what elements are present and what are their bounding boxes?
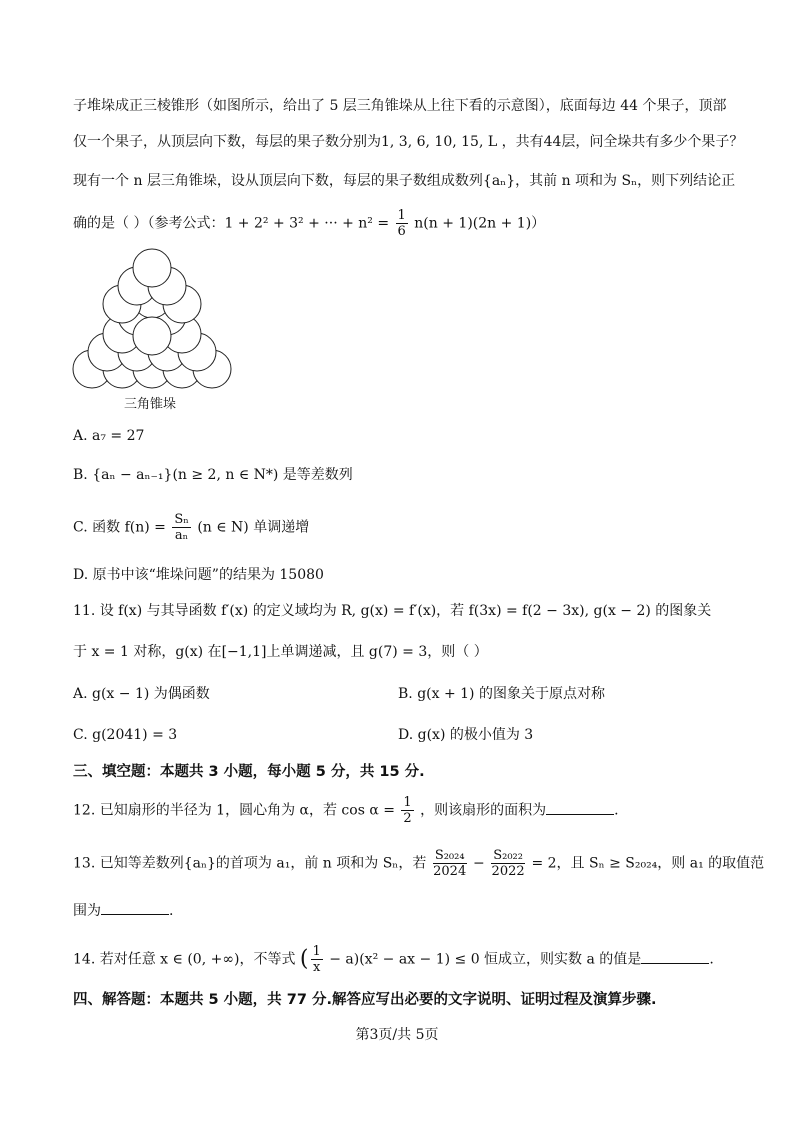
q12-post: ，则该扇形的面积为 xyxy=(420,802,547,819)
q10-option-d: D. 原书中该“堆垛问题”的结果为 15080 xyxy=(73,567,324,583)
q11-option-b: B. g(x + 1) 的图象关于原点对称 xyxy=(398,686,605,702)
q13-end: . xyxy=(169,903,174,919)
q13-line-2 xyxy=(73,900,173,921)
q13-fraction-1 xyxy=(433,848,467,879)
triangular-pile-figure xyxy=(72,244,232,394)
q14-end: . xyxy=(709,951,714,968)
q12-pre: 12. 已知扇形的半径为 1，圆心角为 α，若 cos α = xyxy=(73,802,395,819)
q13-minus: − xyxy=(473,855,485,872)
q12-end: . xyxy=(614,802,619,819)
q10-option-c-denominator: aₙ xyxy=(174,528,189,543)
section-3-title: 三、填空题：本题共 3 小题，每小题 5 分，共 15 分. xyxy=(73,764,425,780)
q14-left-paren: ( xyxy=(299,946,309,972)
q10-option-c-fraction xyxy=(172,512,191,543)
q10-option-b: B. {aₙ − aₙ₋₁}(n ≥ 2, n ∈ N*) 是等差数列 xyxy=(73,467,353,483)
intro-fraction-numerator: 1 xyxy=(397,208,406,223)
q14-numerator: 1 xyxy=(312,944,321,959)
q13-line-2-text: 围为 xyxy=(73,903,101,919)
q13-answer-blank[interactable] xyxy=(101,900,169,915)
q14-denominator: x xyxy=(312,960,321,975)
q10-option-c-numerator: Sₙ xyxy=(174,512,189,527)
q12-denominator: 2 xyxy=(403,811,412,826)
q14-post: − a)(x² − ax − 1) ≤ 0 恒成立，则实数 a 的值是 xyxy=(329,951,642,968)
q14-fraction xyxy=(311,944,323,975)
intro-formula-post: n(n + 1)(2n + 1)） xyxy=(414,215,546,232)
q13-post: = 2，且 Sₙ ≥ S₂₀₂₄，则 a₁ 的取值范 xyxy=(531,855,765,872)
q12-numerator: 1 xyxy=(403,795,412,810)
q12-answer-blank[interactable] xyxy=(546,800,614,815)
figure-caption: 三角锥垛 xyxy=(124,397,177,412)
q13-pre: 13. 已知等差数列{aₙ}的首项为 a₁，前 n 项和为 Sₙ，若 xyxy=(73,855,427,872)
intro-line-4 xyxy=(73,208,545,239)
q14 xyxy=(73,944,714,975)
q12 xyxy=(73,795,619,826)
q11-stem-line-1: 11. 设 f(x) 与其导函数 f′(x) 的定义域均为 R, g(x) = f′(x)，若 f(3x) = f(2 − 3x), g(x − 2) 的图象关 xyxy=(73,603,712,619)
section-4-title: 四、解答题：本题共 5 小题，共 77 分.解答应写出必要的文字说明、证明过程及演算步骤. xyxy=(73,992,657,1008)
q13-fraction-1-numerator: S₂₀₂₄ xyxy=(434,848,465,863)
q14-answer-blank[interactable] xyxy=(641,949,709,964)
intro-line-1: 子堆垛成正三棱锥形（如图所示，给出了 5 层三角锥垛从上往下看的示意图），底面每边 44 个果子，顶部 xyxy=(73,98,727,114)
q14-pre: 14. 若对任意 x ∈ (0, +∞)，不等式 xyxy=(73,951,296,968)
q13-fraction-2-denominator: 2022 xyxy=(491,864,525,879)
q11-stem-line-2: 于 x = 1 对称，g(x) 在[−1,1]上单调递减，且 g(7) = 3，则（ ） xyxy=(73,644,488,660)
q11-option-c: C. g(2041) = 3 xyxy=(73,727,178,743)
q11-option-d: D. g(x) 的极小值为 3 xyxy=(398,727,534,743)
page-footer: 第3页/共 5页 xyxy=(355,1027,439,1043)
intro-line-3: 现有一个 n 层三角锥垛，设从顶层向下数，每层的果子数组成数列{aₙ}，其前 n 项和为 Sₙ，则下列结论正 xyxy=(73,173,736,189)
intro-line-2: 仅一个果子，从顶层向下数，每层的果子数分别为1, 3, 6, 10, 15, L ，共有44层，问全垛共有多少个果子？ xyxy=(73,134,744,150)
q10-option-a: A. a₇ = 27 xyxy=(73,428,145,444)
q12-fraction xyxy=(401,795,413,826)
q10-option-c-pre: C. 函数 f(n) = xyxy=(73,519,166,536)
q13 xyxy=(73,848,764,879)
intro-fraction-denominator: 6 xyxy=(397,224,406,239)
intro-formula-pre: 确的是（ ）（参考公式：1 + 2² + 3² + ··· + n² = xyxy=(73,215,390,232)
q13-fraction-1-denominator: 2024 xyxy=(433,864,467,879)
q13-fraction-2 xyxy=(491,848,525,879)
q13-fraction-2-numerator: S₂₀₂₂ xyxy=(493,848,523,863)
q11-option-a: A. g(x − 1) 为偶函数 xyxy=(73,686,210,702)
q10-option-c-post: (n ∈ N) 单调递增 xyxy=(197,519,310,536)
q10-option-c xyxy=(73,512,309,543)
intro-fraction xyxy=(396,208,408,239)
